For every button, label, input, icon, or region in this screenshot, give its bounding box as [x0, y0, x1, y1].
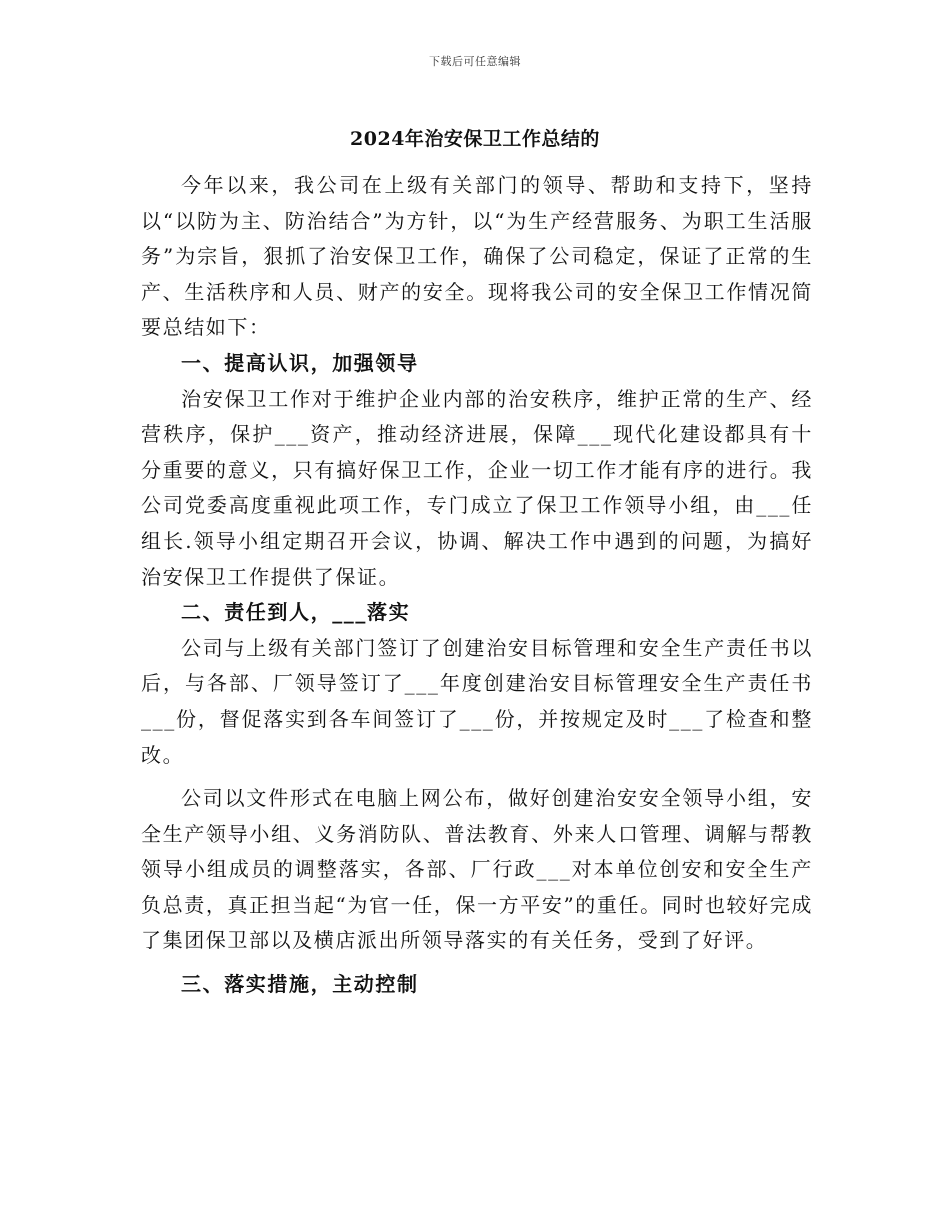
section-2-paragraph-2: 公司以文件形式在电脑上网公布，做好创建治安安全领导小组，安全生产领导小组、义务消防队、普法教育、外来人口管理、调解与帮教领导小组成员的调整落实，各部、厂行政___对本单位创安和安全生产负总责，真正担当起“为官一任，保一方平安”的重任。同时也较好完成了集团保卫部以及横店派出所领导落实的有关任务，受到了好评。 [141, 786, 813, 953]
page-header-note: 下载后可任意编辑 [429, 55, 521, 68]
document-body [141, 168, 813, 1003]
intro-paragraph: 今年以来，我公司在上级有关部门的领导、帮助和支持下，坚持以“以防为主、防治结合”为方针，以“为生产经营服务、为职工生活服务”为宗旨，狠抓了治安保卫工作，确保了公司稳定，保证了正常的生产、生活秩序和人员、财产的安全。现将我公司的安全保卫工作情况简要总结如下： [141, 173, 813, 340]
section-heading-1: 一、提高认识，加强领导 [181, 350, 419, 375]
section-1-paragraph-1: 治安保卫工作对于维护企业内部的治安秩序，维护正常的生产、经营秩序，保护___资产，推动经济进展，保障___现代化建设都具有十分重要的意义，只有搞好保卫工作，企业一切工作才能有序的进行。我公司党委高度重视此项工作，专门成立了保卫工作领导小组，由___任组长.领导小组定期召开会议，协调、解决工作中遇到的问题，为搞好治安保卫工作提供了保证。 [141, 386, 813, 589]
document-title: 2024年治安保卫工作总结的 [350, 128, 600, 150]
section-heading-2: 二、责任到人，___落实 [181, 600, 411, 625]
section-2-paragraph-1: 公司与上级有关部门签订了创建治安目标管理和安全生产责任书以后，与各部、厂领导签订了___年度创建治安目标管理安全生产责任书___份，督促落实到各车间签订了___份，并按规定及时___了检查和整改。 [141, 635, 813, 767]
section-heading-3: 三、落实措施，主动控制 [181, 972, 419, 997]
